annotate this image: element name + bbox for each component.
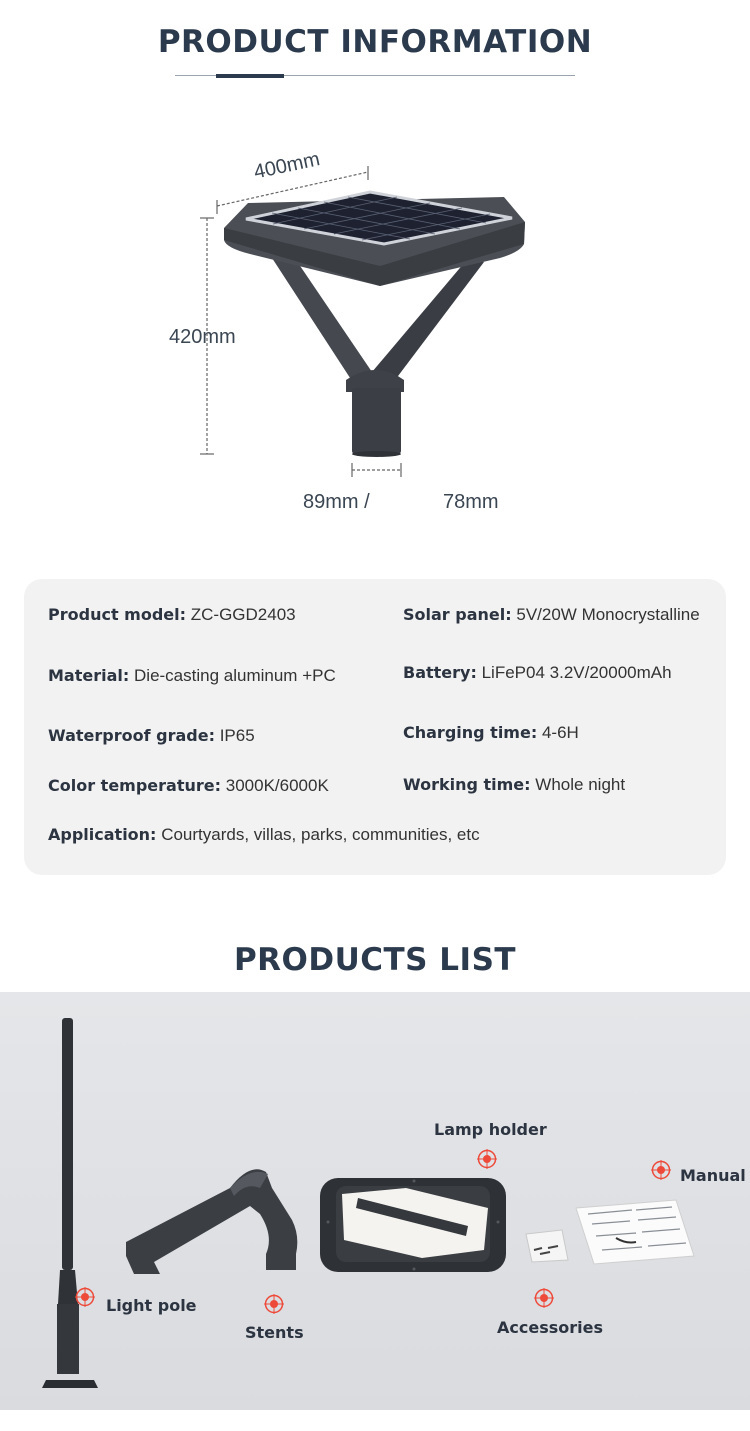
pole-outer-diameter-label: 89mm / xyxy=(303,491,370,513)
accessories-image xyxy=(522,1224,572,1266)
spec-value: Courtyards, villas, parks, communities, etc xyxy=(161,825,480,844)
accessories-target-icon xyxy=(534,1288,554,1308)
spec-application xyxy=(48,825,480,845)
accessories-label: Accessories xyxy=(497,1318,603,1337)
spec-label: Solar panel: xyxy=(403,605,512,624)
spec-value: LiFeP04 3.2V/20000mAh xyxy=(481,663,672,682)
light-pole-target-icon xyxy=(75,1287,95,1307)
spec-label: Color temperature: xyxy=(48,776,222,795)
spec-charging-time xyxy=(403,723,579,743)
spec-value: Die-casting aluminum +PC xyxy=(134,666,336,685)
pole-inner-diameter-label: 78mm xyxy=(443,491,499,513)
section-title-products-list: PRODUCTS LIST xyxy=(233,942,517,978)
spec-label: Working time: xyxy=(403,775,531,794)
manual-target-icon xyxy=(651,1160,671,1180)
lamp-holder-label: Lamp holder xyxy=(434,1120,547,1139)
spec-label: Battery: xyxy=(403,663,477,682)
spec-value: ZC-GGD2403 xyxy=(190,605,296,624)
spec-value: IP65 xyxy=(219,726,255,745)
stents-image xyxy=(120,1158,310,1283)
spec-value: Whole night xyxy=(535,775,626,794)
width-dimension-label: 400mm xyxy=(252,148,322,184)
spec-value: 5V/20W Monocrystalline xyxy=(516,605,700,624)
spec-waterproof-grade xyxy=(48,726,255,746)
light-pole-image xyxy=(40,1014,104,1394)
stents-target-icon xyxy=(264,1294,284,1314)
spec-solar-panel xyxy=(403,605,700,625)
spec-value: 4-6H xyxy=(541,723,579,742)
section-title-product-information: PRODUCT INFORMATION xyxy=(157,24,593,60)
spec-battery xyxy=(403,663,672,683)
height-dimension-label: 420mm xyxy=(169,326,236,348)
stents-label: Stents xyxy=(245,1323,304,1342)
spec-working-time xyxy=(403,775,625,795)
manual-image xyxy=(572,1198,696,1266)
spec-product-model xyxy=(48,605,296,625)
lamp-product-image xyxy=(160,150,560,490)
spec-label: Product model: xyxy=(48,605,187,624)
lamp-holder-image xyxy=(318,1172,510,1276)
spec-value: 3000K/6000K xyxy=(225,776,329,795)
title-divider-accent xyxy=(216,74,284,78)
light-pole-label: Light pole xyxy=(106,1296,197,1315)
spec-material xyxy=(48,666,336,686)
manual-label: Manual xyxy=(680,1166,746,1185)
lamp-holder-target-icon xyxy=(477,1149,497,1169)
spec-label: Waterproof grade: xyxy=(48,726,215,745)
spec-label: Application: xyxy=(48,825,157,844)
spec-label: Material: xyxy=(48,666,130,685)
spec-color-temperature xyxy=(48,776,329,796)
spec-label: Charging time: xyxy=(403,723,538,742)
